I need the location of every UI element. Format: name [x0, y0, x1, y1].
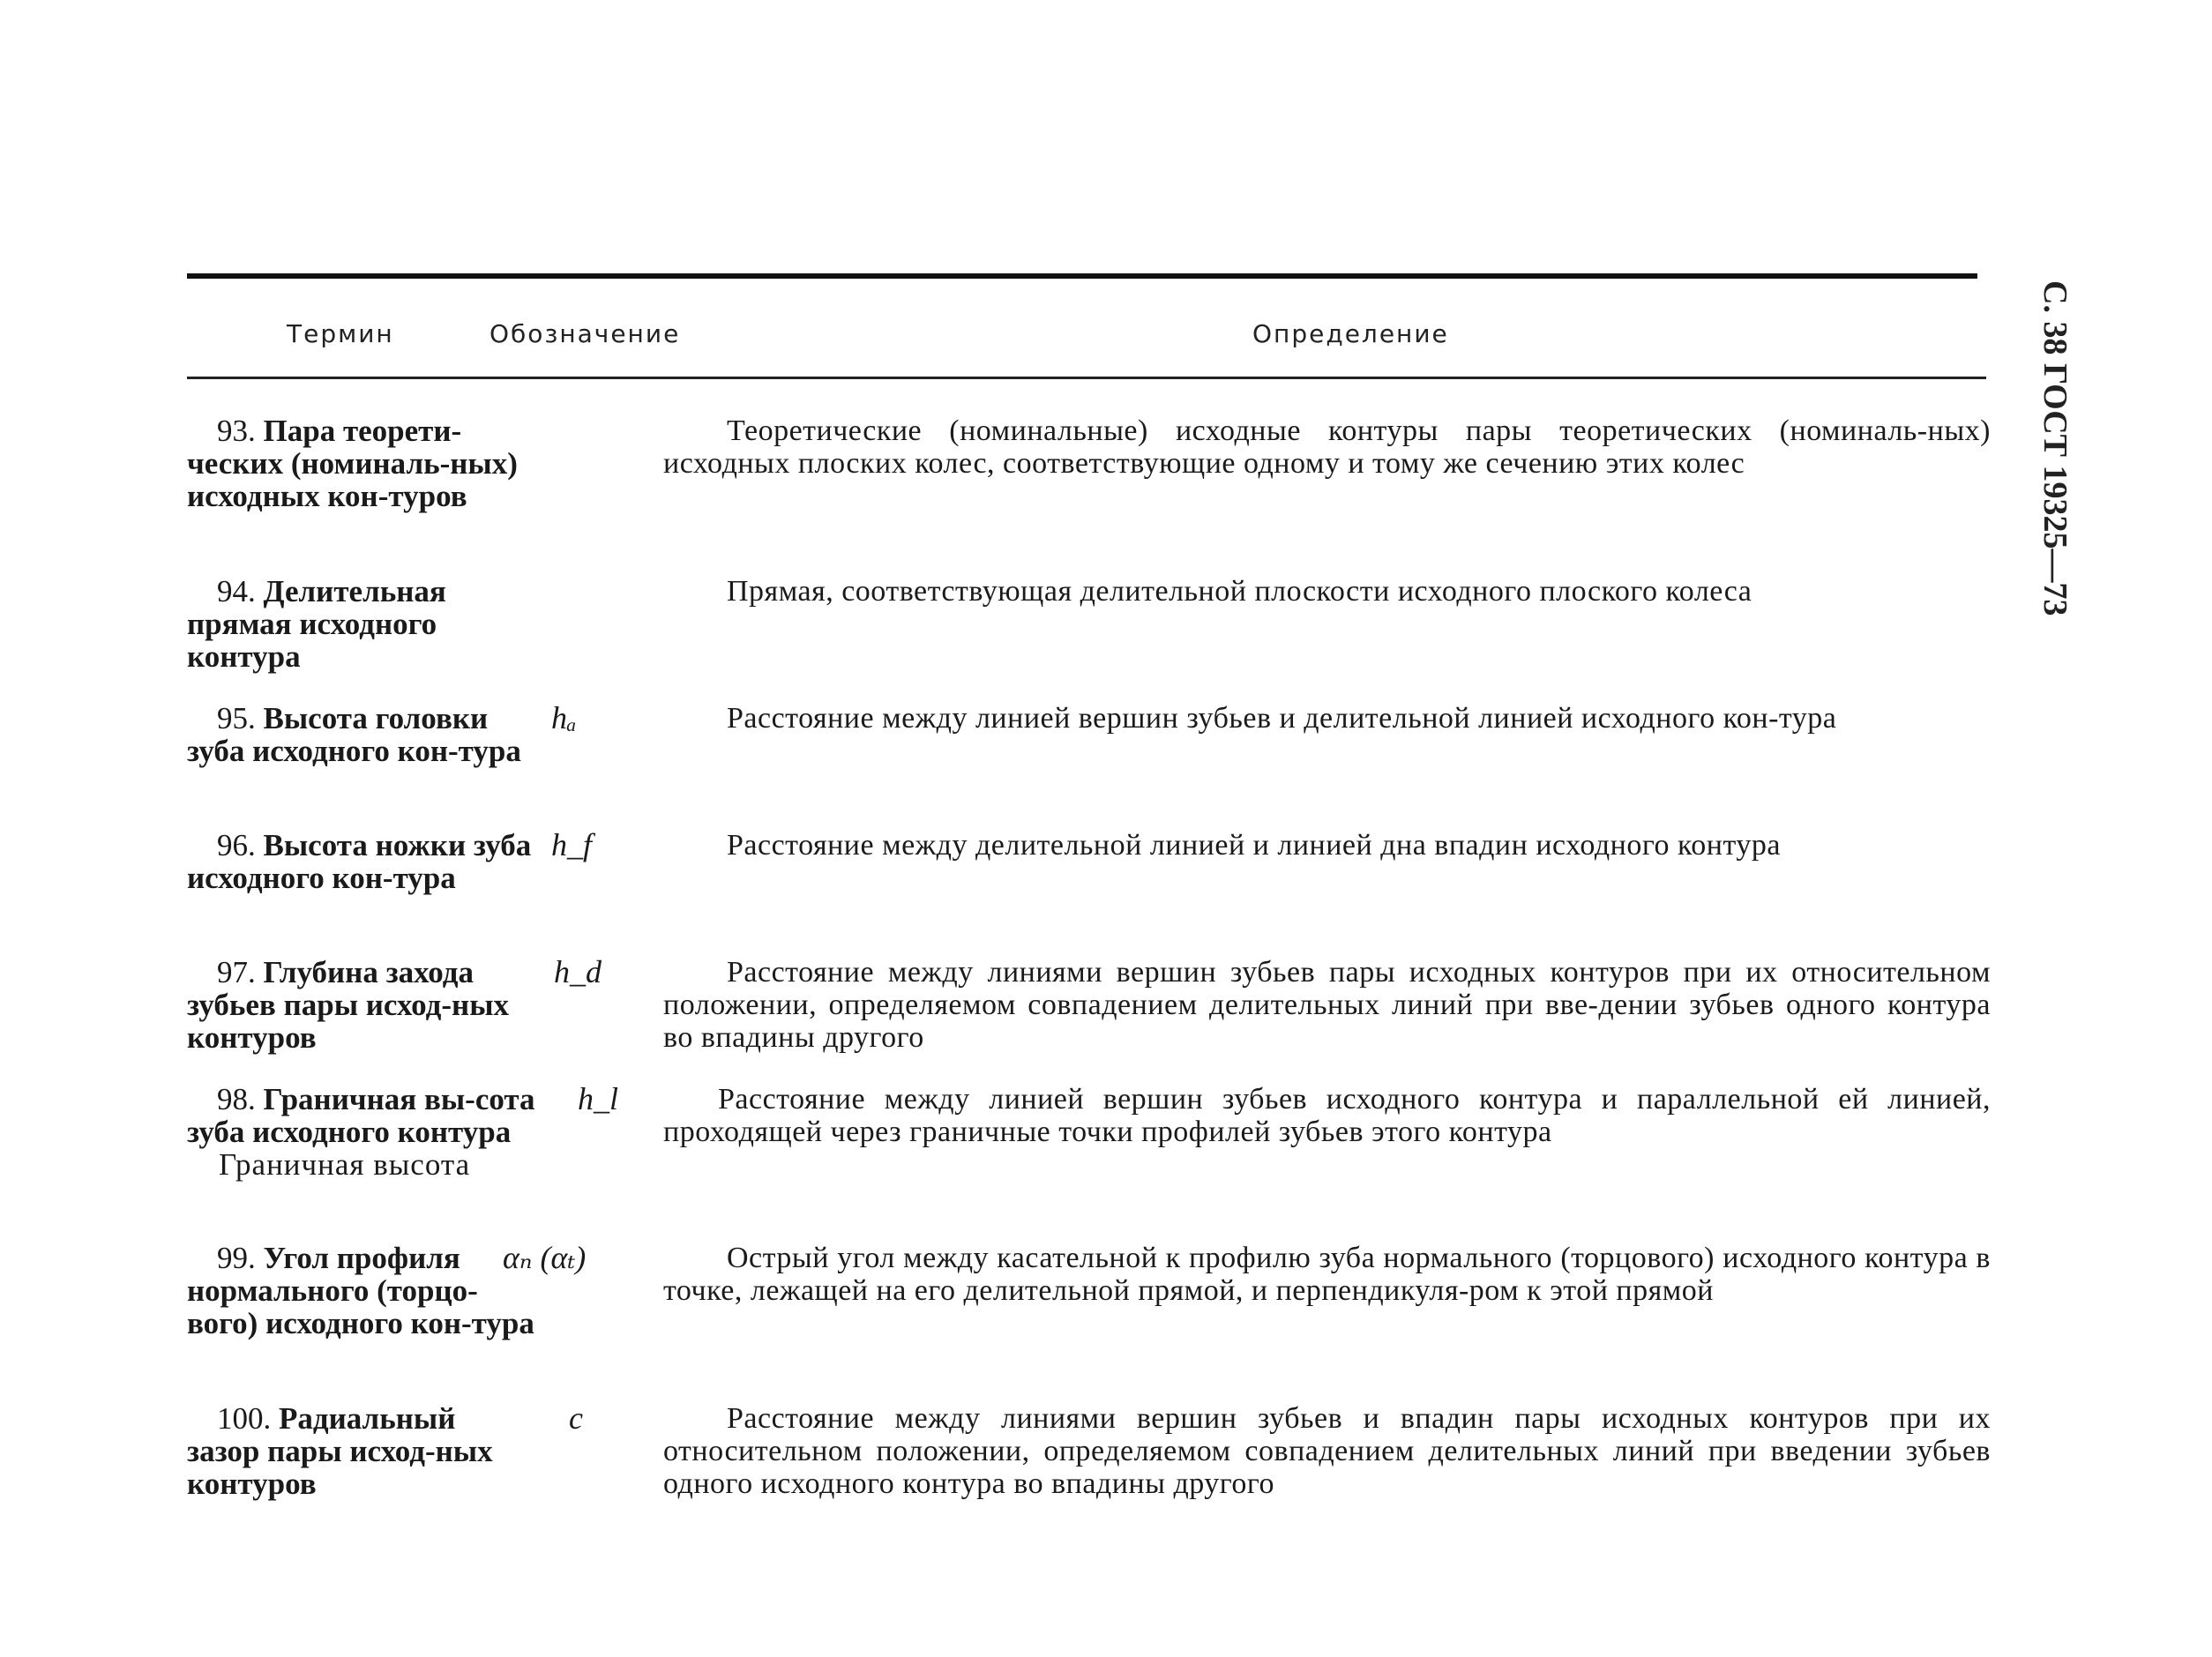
entry-number: 97. — [217, 955, 256, 989]
symbol-97: h_d — [554, 954, 602, 989]
header-symbol: Обозначение — [489, 319, 681, 348]
symbol-95: hₐ — [551, 700, 577, 735]
term-95 — [187, 702, 535, 767]
term-text: Радиальный зазор пары исход-ных контуров — [187, 1401, 493, 1501]
definition-100: Расстояние между линиями вершин зубьев и впадин пары исходных контуров при их относительном положении, определяемом совпадением делительных линий при введении зубьев одного исходного контура во впадины другого — [663, 1402, 1991, 1500]
header-definition: Определение — [1252, 319, 1449, 348]
symbol-99: αₙ (αₜ) — [503, 1240, 587, 1275]
term-text: Делительная прямая исходного контура — [187, 574, 446, 674]
term-97 — [187, 956, 535, 1054]
entry-number: 94. — [217, 574, 256, 608]
term-text: Граничная вы-сота зуба исходного контура — [187, 1082, 535, 1149]
term-93 — [187, 414, 535, 512]
page-running-head — [2025, 280, 2087, 660]
term-text: Угол профиля нормального (торцо-вого) исходного кон-тура — [187, 1241, 534, 1340]
entry-number: 99. — [217, 1241, 256, 1275]
term-94 — [187, 575, 535, 673]
term-text: Высота ножки зуба исходного кон-тура — [187, 828, 532, 895]
page-label: С. 38 ГОСТ 19325—73 — [2036, 280, 2074, 616]
definition-97: Расстояние между линиями вершин зубьев пары исходных контуров при их относительном положении, определяемом совпадением делительных линий при вве-дении зубьев одного контура во впадины другого — [663, 956, 1991, 1054]
header-term: Термин — [287, 319, 394, 348]
term-text: Высота головки зуба исходного кон-тура — [187, 701, 521, 768]
term-100 — [187, 1402, 535, 1500]
definition-95: Расстояние между линией вершин зубьев и делительной линией исходного кон-тура — [727, 702, 1837, 735]
definition-94: Прямая, соответствующая делительной плоскости исходного плоского колеса — [727, 575, 1752, 608]
top-rule — [187, 273, 1977, 279]
definition-96: Расстояние между делительной линией и линией дна впадин исходного контура — [727, 829, 1781, 862]
entry-number: 93. — [217, 414, 256, 448]
symbol-96: h_f — [551, 827, 593, 862]
header-rule — [187, 377, 1986, 379]
term-96 — [187, 829, 535, 894]
term-text: Глубина захода зубьев пары исход-ных контуров — [187, 955, 510, 1055]
entry-number: 95. — [217, 701, 256, 735]
term-text: Пара теорети-ческих (номиналь-ных) исходных кон-туров — [187, 414, 518, 513]
entry-number: 96. — [217, 828, 256, 862]
definition-93: Теоретические (номинальные) исходные контуры пары теоретических (номиналь-ных) исходных плоских колес, соответствующие одному и тому же сечению этих колес — [663, 414, 1991, 480]
definition-98: Расстояние между линией вершин зубьев исходного контура и параллельной ей линией, проходящей через граничные точки профилей зубьев этого контура — [663, 1083, 1991, 1148]
term-synonym: Граничная высота — [219, 1147, 471, 1182]
term-99 — [187, 1242, 535, 1340]
symbol-98: h_l — [578, 1081, 619, 1116]
definition-99: Острый угол между касательной к профилю зуба нормального (торцового) исходного контура в точке, лежащей на его делительной прямой, и перпендикуля-ром к этой прямой — [663, 1242, 1991, 1307]
symbol-100: c — [569, 1400, 583, 1436]
term-98 — [187, 1083, 535, 1181]
entry-number: 98. — [217, 1082, 256, 1116]
entry-number: 100. — [217, 1401, 272, 1436]
